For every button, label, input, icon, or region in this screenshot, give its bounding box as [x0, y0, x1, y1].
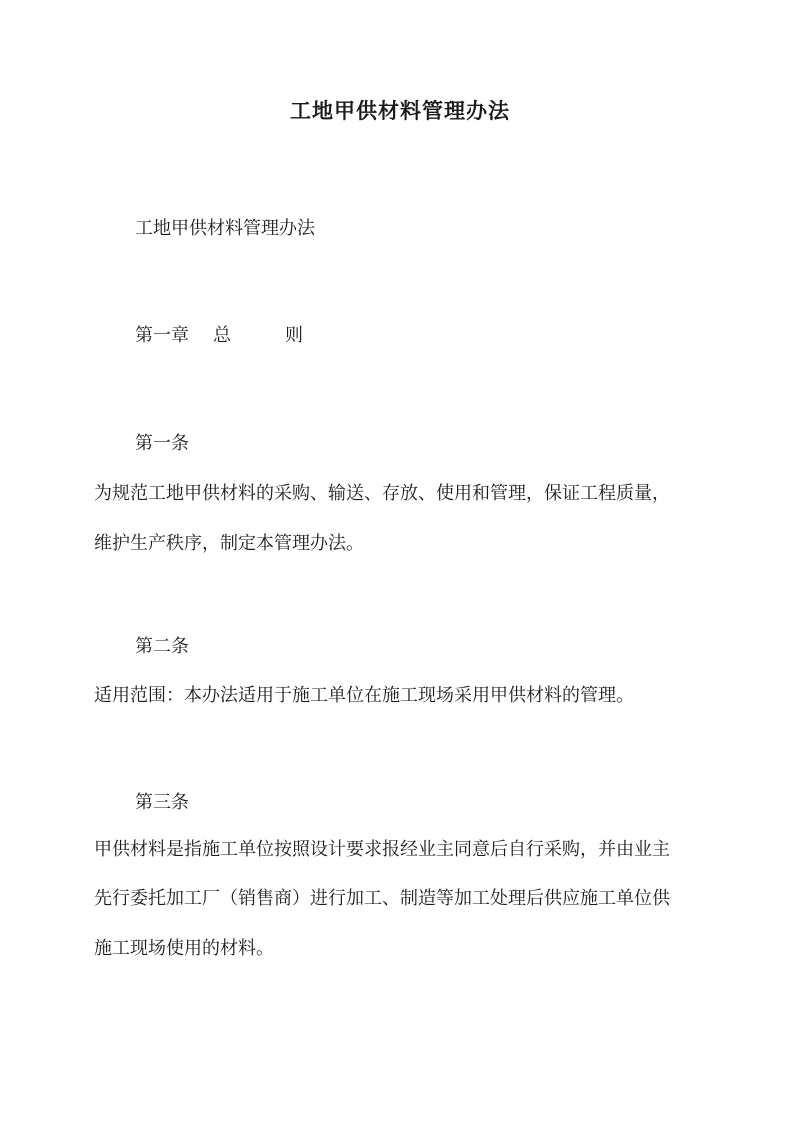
article-3-line-3: 施工现场使用的材料。: [94, 938, 274, 959]
article-1-heading: 第一条: [135, 433, 189, 454]
article-3-line-1: 甲供材料是指施工单位按照设计要求报经业主同意后自行采购，并由业主: [94, 839, 670, 860]
article-2-line-1: 适用范围：本办法适用于施工单位在施工现场采用甲供材料的管理。: [94, 685, 634, 706]
chapter-name-part2: 则: [285, 325, 303, 346]
chapter-name-part1: 总: [213, 325, 231, 346]
article-3-line-2: 先行委托加工厂（销售商）进行加工、制造等加工处理后供应施工单位供: [94, 888, 670, 909]
article-2-heading: 第二条: [135, 636, 189, 657]
article-1-line-1: 为规范工地甲供材料的采购、输送、存放、使用和管理，保证工程质量，: [94, 483, 670, 504]
document-subtitle: 工地甲供材料管理办法: [135, 218, 315, 239]
document-title: 工地甲供材料管理办法: [290, 98, 510, 123]
chapter-number: 第一章: [135, 325, 189, 346]
article-1-line-2: 维护生产秩序，制定本管理办法。: [94, 533, 364, 554]
chapter-heading: [135, 324, 303, 348]
article-3-heading: 第三条: [135, 792, 189, 813]
